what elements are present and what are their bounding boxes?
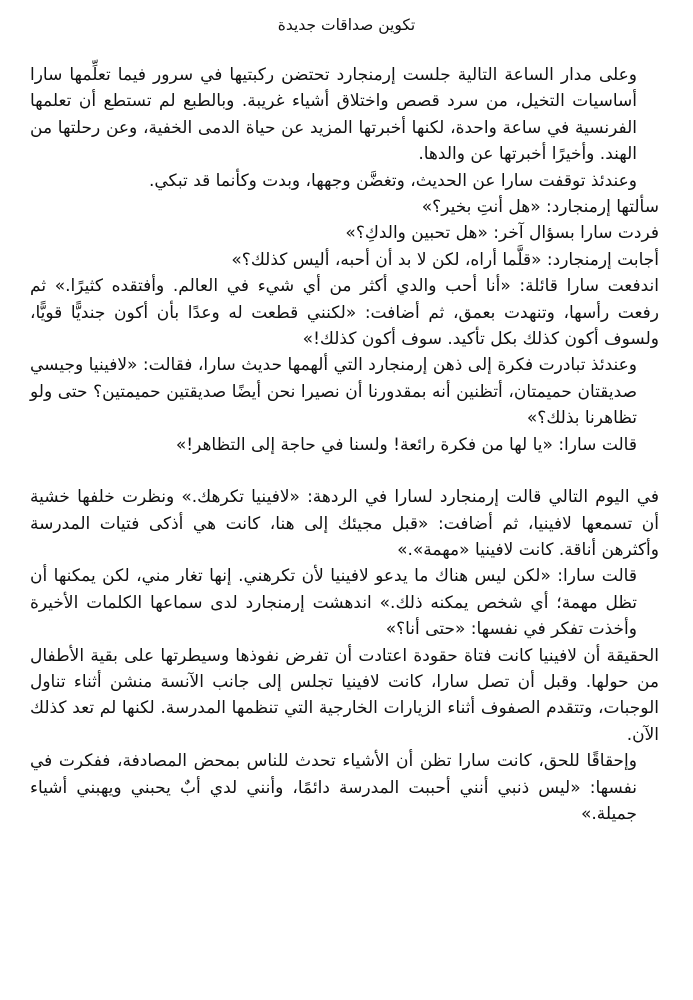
paragraph: الحقيقة أن لافينيا كانت فتاة حقودة اعتادت أن تفرض نفوذها وسيطرتها على بقية الأطفال من حولها. وقبل أن تصل سارا، كانت لافينيا تجلس إلى جانب الآنسة منشن أثناء تناول الوجبات، وتتقدم الصفوف أثناء الزيارات الخارجية التي تنظمها المدرسة. لكنها لم تعد كذلك الآن. (30, 645, 659, 745)
paragraph: سألتها إرمنجارد: «هل أنتِ بخير؟» (421, 197, 659, 218)
chapter-text (30, 62, 659, 827)
paragraph: قالت سارا: «يا لها من فكرة رائعة! ولسنا في حاجة إلى التظاهر!» (175, 434, 637, 455)
paragraph: وعلى مدار الساعة التالية جلست إرمنجارد تحتضن ركبتيها في سرور فيما تعلِّمها سارا أساسيات التخيل، من سرد قصص واختلاق أشياء غريبة. وبالطبع لم تستطع أن تعلمها الفرنسية في ساعة واحدة، لكنها أخبرتها المزيد عن حياة الدمى الخفية، وعن رحلتها من الهند. وأخيرًا أخبرتها عن والدها. (30, 65, 637, 165)
paragraph: اندفعت سارا قائلة: «أنا أحب والدي أكثر من أي شيء في العالم. وأفتقده كثيرًا.» ثم رفعت رأسها، وتنهدت بعمق، ثم أضافت: «لكنني قطعت له وعدًا بأن أكون جنديًّا قويًّا، ولسوف أكون كذلك بكل تأكيد. سوف أكون كذلك!» (30, 276, 659, 350)
paragraph: فردت سارا بسؤال آخر: «هل تحبين والدكِ؟» (345, 223, 659, 244)
page-title: تكوين صداقات جديدة (277, 16, 416, 34)
paragraph: وعندئذ تبادرت فكرة إلى ذهن إرمنجارد التي ألهمها حديث سارا، فقالت: «لافينيا وجيسي صديقتان حميمتان، أتظنين أنه بمقدورنا أن نصيرا نحن أيضًا صديقتين حميمتين؟ حتى ولو تظاهرنا بذلك؟» (30, 355, 637, 429)
paragraph: أجابت إرمنجارد: «قلَّما أراه، لكن لا بد أن أحبه، أليس كذلك؟» (231, 249, 659, 270)
paragraph: في اليوم التالي قالت إرمنجارد لسارا في الردهة: «لافينيا تكرهك.» ونظرت خلفها خشية أن تسمعها لافينيا، ثم أضافت: «قبل مجيئك إلى هنا، كانت هي أذكى فتيات المدرسة وأكثرهن أناقة. كانت لافينيا «مهمة».» (30, 487, 659, 560)
section-break (30, 458, 659, 484)
paragraph: وعندئذ توقفت سارا عن الحديث، وتغضَّن وجهها، وبدت وكأنما قد تبكي. (148, 170, 637, 191)
paragraph: وإحقاقًا للحق، كانت سارا تظن أن الأشياء تحدث للناس بمحض المصادفة، ففكرت في نفسها: «ليس ذنبي أنني أحببت المدرسة دائمًا، وأنني لدي أبٌ يحبني ويهبني أشياء جميلة.» (30, 751, 637, 824)
paragraph: قالت سارا: «لكن ليس هناك ما يدعو لافينيا لأن تكرهني. إنها تغار مني، لكن يمكنها أن تظل مهمة؛ أي شخص يمكنه ذلك.» اندهشت إرمنجارد لدى سماعها الكلمات الأخيرة وأخذت تفكر في نفسها: «حتى أنا؟» (30, 566, 637, 640)
